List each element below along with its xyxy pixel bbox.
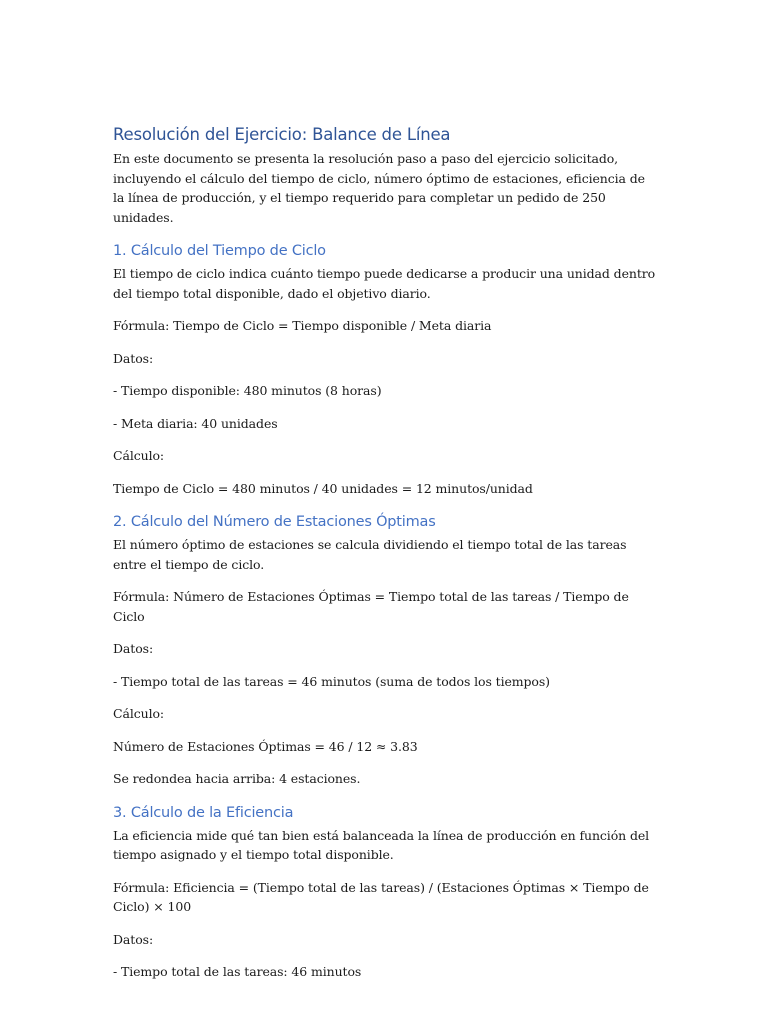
calculation-paragraph: Tiempo de Ciclo = 480 minutos / 40 unidades = 12 minutos/unidad [113, 480, 533, 496]
paragraph: Datos: [113, 931, 154, 947]
formula-paragraph: Fórmula: Eficiencia = (Tiempo total de las tareas) / (Estaciones Óptimas × Tiempo de Ciclo) × 100 [113, 879, 649, 914]
document-title: Resolución del Ejercicio: Balance de Línea [113, 125, 451, 144]
formula-paragraph: Fórmula: Tiempo de Ciclo = Tiempo disponible / Meta diaria [113, 318, 492, 333]
section-tiempo-de-ciclo [113, 241, 658, 498]
formula-paragraph: Fórmula: Número de Estaciones Óptimas = Tiempo total de las tareas / Tiempo de Ciclo [113, 589, 629, 624]
paragraph: Cálculo: [113, 706, 165, 721]
data-item: - Tiempo total de las tareas: 46 minutos [113, 964, 362, 979]
section-eficiencia [113, 803, 658, 982]
paragraph: El número óptimo de estaciones se calcula dividiendo el tiempo total de las tareas entre el tiempo de ciclo. [113, 537, 627, 572]
section-heading: 2. Cálculo del Número de Estaciones Óptimas [113, 514, 436, 530]
data-item: - Meta diaria: 40 unidades [113, 415, 278, 431]
data-item: - Tiempo disponible: 480 minutos (8 horas) [113, 383, 382, 398]
section-heading: 3. Cálculo de la Eficiencia [113, 804, 294, 821]
paragraph: Datos: [113, 350, 154, 366]
paragraph: Datos: [113, 641, 154, 656]
data-item: - Tiempo total de las tareas = 46 minutos (suma de todos los tiempos) [113, 673, 550, 689]
paragraph: Se redondea hacia arriba: 4 estaciones. [113, 771, 361, 786]
paragraph: La eficiencia mide qué tan bien está balanceada la línea de producción en función del tiempo asignado y el tiempo total disponible. [113, 827, 650, 862]
document-body [113, 124, 658, 982]
calculation-paragraph: Número de Estaciones Óptimas = 46 / 12 ≈ 3.83 [113, 738, 418, 754]
paragraph: El tiempo de ciclo indica cuánto tiempo puede dedicarse a producir una unidad dentro del tiempo total disponible, dado el objetivo diario. [113, 266, 656, 301]
paragraph: Cálculo: [113, 448, 165, 463]
section-estaciones-optimas [113, 512, 658, 789]
section-heading: 1. Cálculo del Tiempo de Ciclo [113, 243, 326, 259]
intro-paragraph: En este documento se presenta la resolución paso a paso del ejercicio solicitado, incluyendo el cálculo del tiempo de ciclo, número óptimo de estaciones, eficiencia de la línea de producción, y el tiempo requerido para completar un pedido de 250 unidades. [113, 151, 645, 225]
